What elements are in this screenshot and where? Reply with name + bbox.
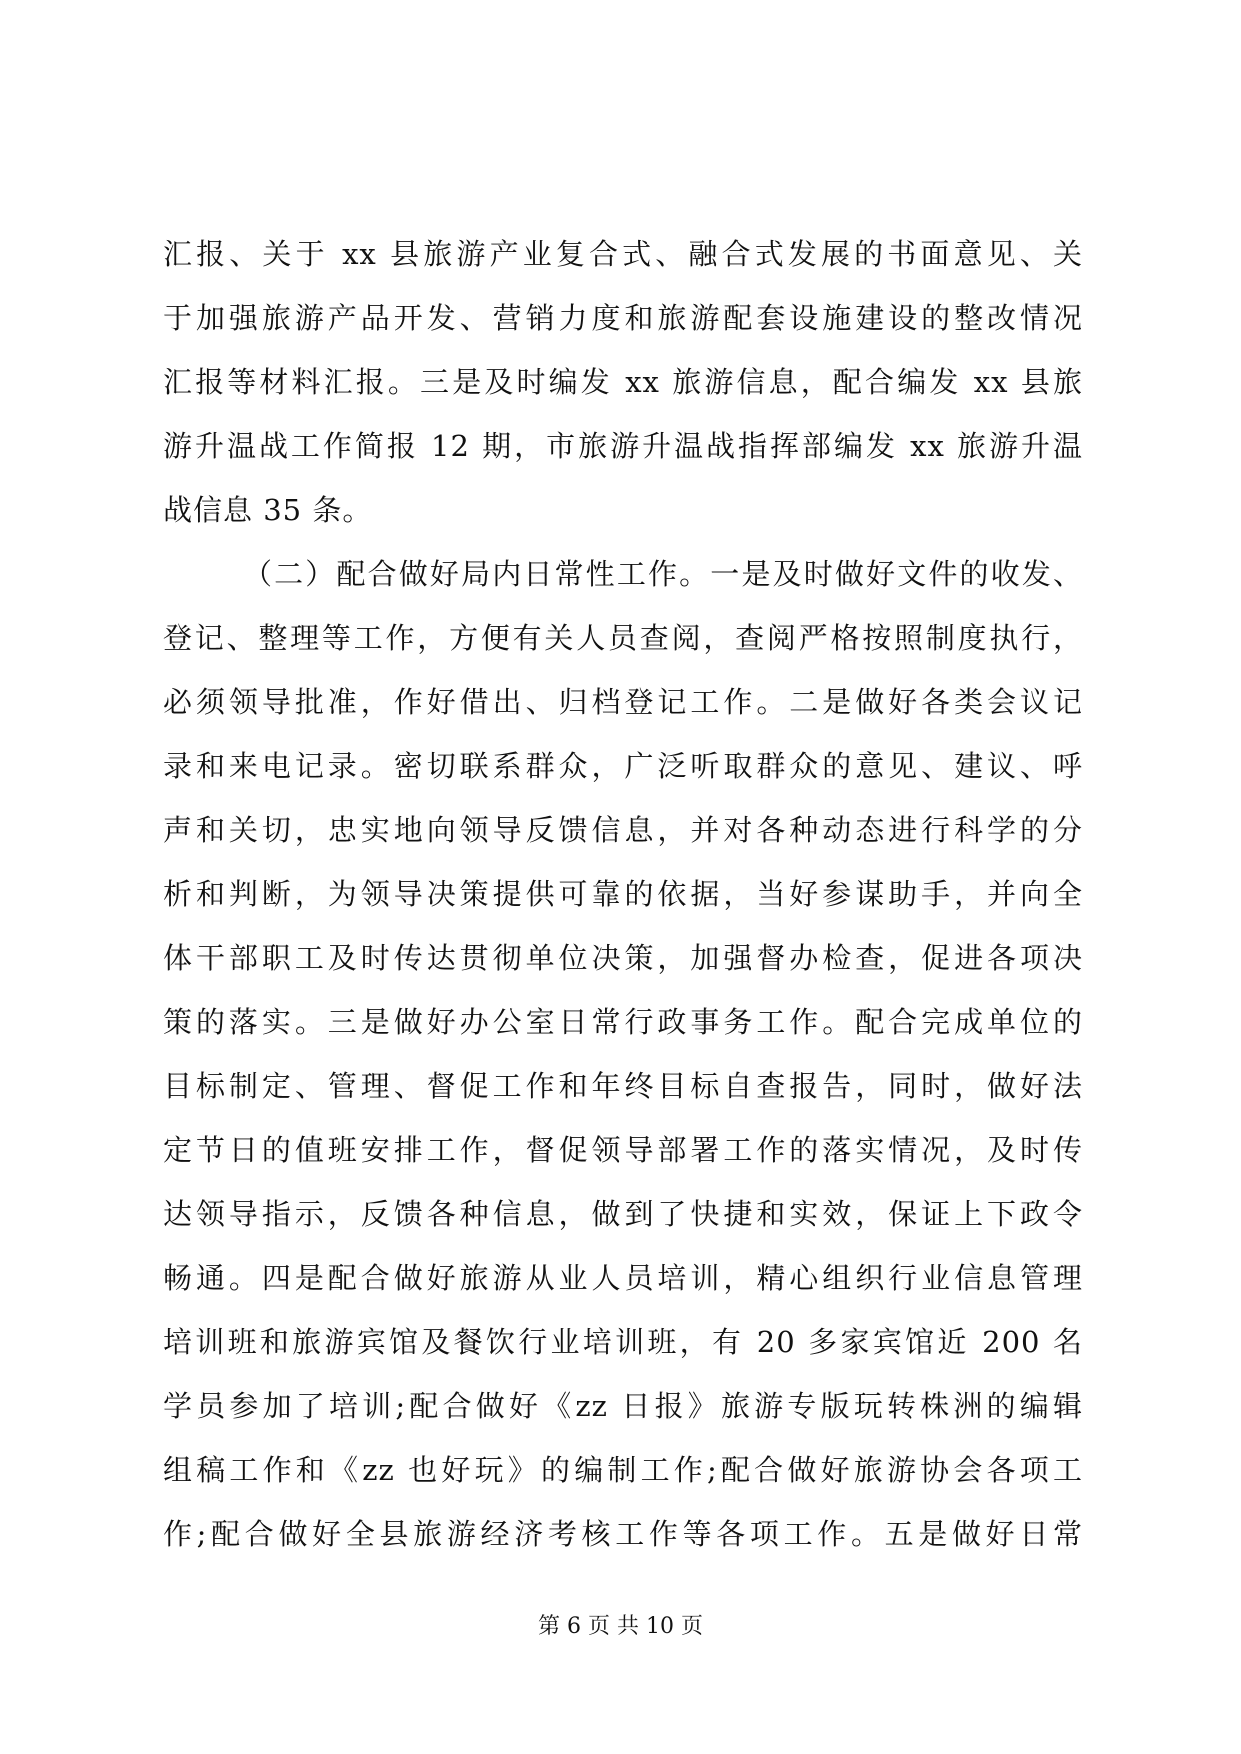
text-line: 于加强旅游产品开发、营销力度和旅游配套设施建设的整改情况 <box>163 301 1083 335</box>
text-line: 目标制定、管理、督促工作和年终目标自查报告，同时，做好法 <box>163 1069 1083 1103</box>
text-line: 达领导指示，反馈各种信息，做到了快捷和实效，保证上下政令 <box>163 1197 1083 1231</box>
text-line: 畅通。四是配合做好旅游从业人员培训，精心组织行业信息管理 <box>163 1261 1083 1295</box>
text-line: 体干部职工及时传达贯彻单位决策，加强督办检查，促进各项决 <box>163 941 1083 975</box>
text-line: 录和来电记录。密切联系群众，广泛听取群众的意见、建议、呼 <box>163 749 1083 783</box>
text-line: 组稿工作和《zz 也好玩》的编制工作;配合做好旅游协会各项工 <box>163 1453 1083 1487</box>
text-line: 析和判断，为领导决策提供可靠的依据，当好参谋助手，并向全 <box>163 877 1083 911</box>
text-line: 必须领导批准，作好借出、归档登记工作。二是做好各类会议记 <box>163 685 1083 719</box>
body-text <box>163 222 1083 1566</box>
text-line: 登记、整理等工作，方便有关人员查阅，查阅严格按照制度执行， <box>163 621 1083 655</box>
text-line: 汇报、关于 xx 县旅游产业复合式、融合式发展的书面意见、关 <box>163 237 1083 271</box>
page-number-footer: 第 6 页 共 10 页 <box>538 1614 703 1639</box>
text-line: 汇报等材料汇报。三是及时编发 xx 旅游信息，配合编发 xx 县旅 <box>163 365 1083 399</box>
text-line: 学员参加了培训;配合做好《zz 日报》旅游专版玩转株洲的编辑 <box>163 1389 1083 1423</box>
text-line: 定节日的值班安排工作，督促领导部署工作的落实情况，及时传 <box>163 1133 1083 1167</box>
text-line: 游升温战工作简报 12 期，市旅游升温战指挥部编发 xx 旅游升温 <box>163 429 1083 463</box>
text-line: 声和关切，忠实地向领导反馈信息，并对各种动态进行科学的分 <box>163 813 1083 847</box>
text-line: 策的落实。三是做好办公室日常行政事务工作。配合完成单位的 <box>163 1005 1083 1039</box>
text-line: 作;配合做好全县旅游经济考核工作等各项工作。五是做好日常 <box>163 1517 1083 1551</box>
paragraph-first-line: （二）配合做好局内日常性工作。一是及时做好文件的收发、 <box>243 557 1083 591</box>
text-line: 战信息 35 条。 <box>163 493 373 527</box>
text-line: 培训班和旅游宾馆及餐饮行业培训班，有 20 多家宾馆近 200 名 <box>163 1325 1083 1359</box>
